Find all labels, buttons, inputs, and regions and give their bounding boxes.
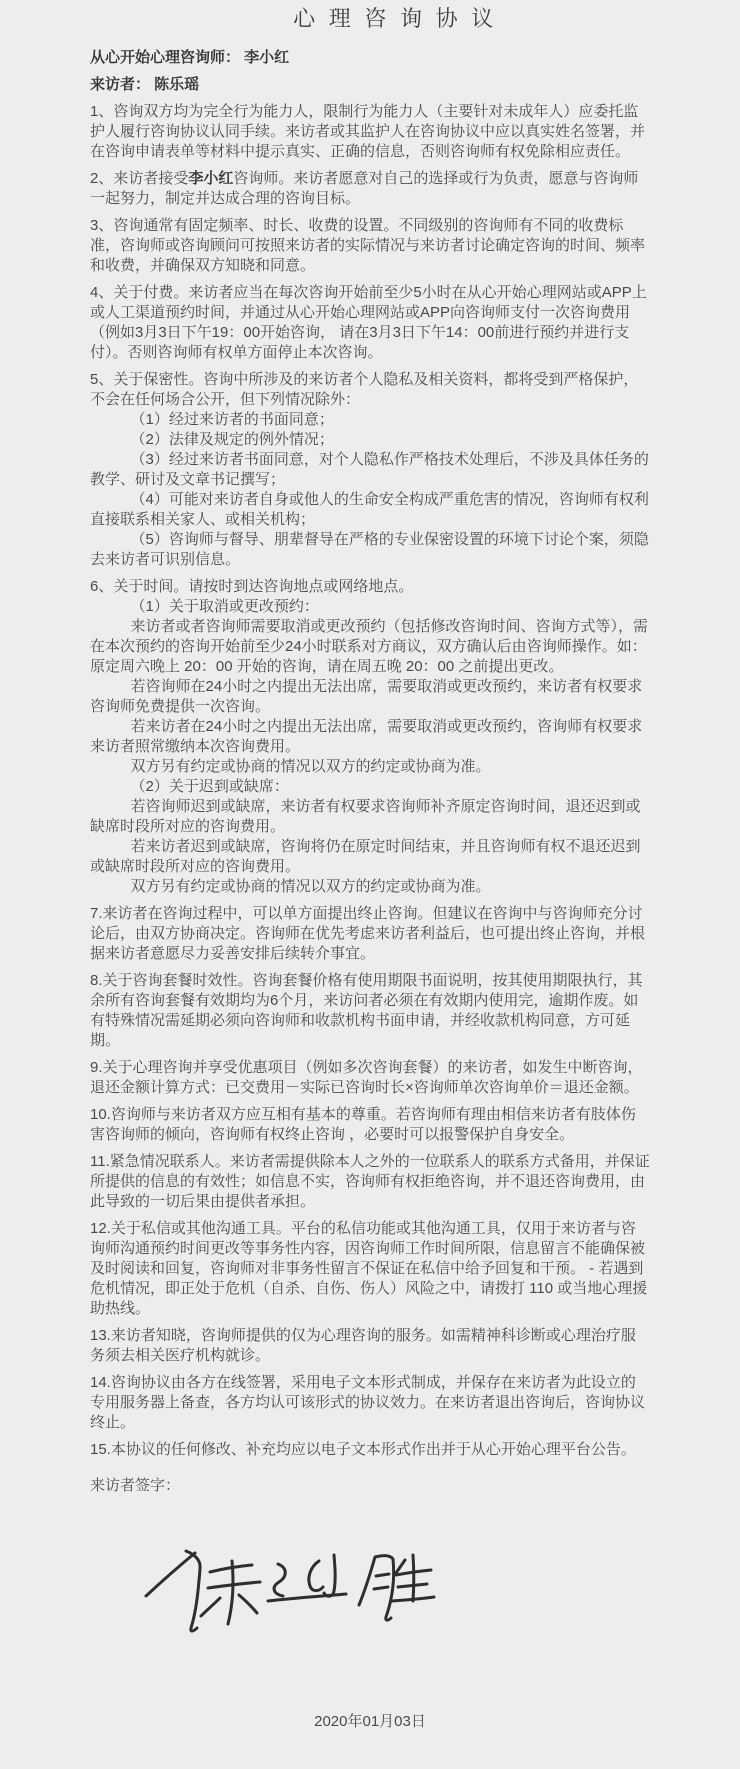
signature-image — [138, 1542, 448, 1650]
signature-date: 2020年01月03日 — [314, 1713, 426, 1730]
agreement-clause: 双方另有约定或协商的情况以双方的约定或协商为准。 — [130, 758, 491, 775]
agreement-clause: 若咨询师迟到或缺席，来访者有权要求咨询师补齐原定咨询时间，退还迟到或缺席时段所对应的咨询费用。 — [90, 798, 641, 835]
agreement-clause: 若来访者迟到或缺席，咨询将仍在原定时间结束，并且咨询师有权不退还迟到或缺席时段所对应的咨询费用。 — [90, 838, 641, 875]
agreement-clause: 7.来访者在咨询过程中，可以单方面提出终止咨询。但建议在咨询中与咨询师充分讨论后，由双方协商决定。咨询师在优先考虑来访者利益后，也可提出终止咨询，并根据来访者意愿尽力妥善安排后续转介事宜。 — [90, 905, 646, 962]
agreement-clause: （5）咨询师与督导、朋辈督导在严格的专业保密设置的环境下讨论个案，须隐去来访者可识别信息。 — [90, 531, 649, 568]
agreement-clause: 5、关于保密性。咨询中所涉及的来访者个人隐私及相关资料，都将受到严格保护，不会在任何场合公开，但下列情况除外： — [90, 371, 639, 408]
agreement-clause: 若咨询师在24小时之内提出无法出席，需要取消或更改预约，来访者有权要求咨询师免费提供一次咨询。 — [90, 678, 643, 715]
agreement-clause: 9.关于心理咨询并享受优惠项目（例如多次咨询套餐）的来访者，如发生中断咨询，退还金额计算方式：已交费用－实际已咨询时长×咨询师单次咨询单价＝退还金额。 — [90, 1059, 643, 1096]
page-title: 心理咨询协议 — [293, 6, 507, 31]
agreement-clause: （4）可能对来访者自身或他人的生命安全构成严重危害的情况，咨询师有权利直接联系相关家人、或相关机构； — [90, 491, 649, 528]
signature-svg — [138, 1542, 448, 1650]
agreement-clause: 11.紧急情况联系人。来访者需提供除本人之外的一位联系人的联系方式备用，并保证所提供的信息的有效性；如信息不实，咨询师有权拒绝咨询，并不退还咨询费用，由此导致的一切后果由提供者承担。 — [90, 1153, 650, 1210]
agreement-clause: （3）经过来访者书面同意，对个人隐私作严格技术处理后，不涉及具体任务的教学、研讨及文章书记撰写； — [90, 451, 649, 488]
agreement-clause: 12.关于私信或其他沟通工具。平台的私信功能或其他沟通工具，仅用于来访者与咨询师沟通预约时间更改等事务性内容，因咨询师工作时间所限，信息留言不能确保被及时阅读和回复，咨询师对非事务性留言不保证在私信中给予回复和干预。 - 若遇到危机情况，即正处于危机（自杀、自伤、伤人）风险之中，请拨打 110 或当地心理援助热线。 — [90, 1220, 648, 1317]
agreement-clause: 6、关于时间。请按时到达咨询地点或网络地点。 — [90, 578, 414, 595]
counselor-line: 从心开始心理咨询师： 李小红 — [90, 49, 290, 66]
agreement-clause: 4、关于付费。来访者应当在每次咨询开始前至少5小时在从心开始心理网站或APP上或人工渠道预约时间，并通过从心开始心理网站或APP向咨询师支付一次咨询费用（例如3月3日下午19：00开始咨询， 请在3月3日下午14：00前进行预约并进行支付）。否则咨询师有权单方面停止本次咨询。 — [90, 284, 647, 361]
agreement-clause: 8.关于咨询套餐时效性。咨询套餐价格有使用期限书面说明，按其使用期限执行，其余所有咨询套餐有效期均为6个月，来访问者必须在有效期内使用完，逾期作废。如有特殊情况需延期必须向咨询师和收款机构书面申请，并经收款机构同意，方可延期。 — [90, 972, 643, 1049]
agreement-clause: （2）法律及规定的例外情况； — [130, 431, 334, 448]
agreement-clause: （1）关于取消或更改预约： — [130, 598, 319, 615]
agreement-clause: （1）经过来访者的书面同意； — [130, 411, 334, 428]
agreement-clause: （2）关于迟到或缺席： — [130, 778, 289, 795]
agreement-clause: 14.咨询协议由各方在线签署，采用电子文本形式制成，并保存在来访者为此设立的专用服务器上备查，各方均认可该形式的协议效力。在来访者退出咨询后，咨询协议终止。 — [90, 1374, 646, 1431]
agreement-clause: 15.本协议的任何修改、补充均应以电子文本形式作出并于从心开始心理平台公告。 — [90, 1441, 636, 1458]
agreement-clause: 双方另有约定或协商的情况以双方的约定或协商为准。 — [130, 878, 491, 895]
agreement-body — [90, 102, 650, 1460]
agreement-clause: 10.咨询师与来访者双方应互相有基本的尊重。若咨询师有理由相信来访者有肢体伤害咨询师的倾向，咨询师有权终止咨询 ，必要时可以报警保护自身安全。 — [90, 1106, 636, 1143]
agreement-clause: 来访者或者咨询师需要取消或更改预约（包括修改咨询时间、咨询方式等），需在本次预约的咨询开始前至少24小时联系对方商议，双方确认后由咨询师操作。如：原定周六晚上 20：00 开始的咨询，请在周五晚 20：00 之前提出更改。 — [90, 618, 649, 675]
agreement-clause: 13.来访者知晓，咨询师提供的仅为心理咨询的服务。如需精神科诊断或心理治疗服务须去相关医疗机构就诊。 — [90, 1327, 636, 1364]
agreement-clause: 若来访者在24小时之内提出无法出席，需要取消或更改预约，咨询师有权要求来访者照常缴纳本次咨询费用。 — [90, 718, 643, 755]
agreement-clause: 2、来访者接受李小红咨询师。来访者愿意对自己的选择或行为负责，愿意与咨询师一起努力，制定并达成合理的咨询目标。 — [90, 170, 639, 207]
agreement-clause: 3、咨询通常有固定频率、时长、收费的设置。不同级别的咨询师有不同的收费标准，咨询师或咨询顾问可按照来访者的实际情况与来访者讨论确定咨询的时间、频率和收费，并确保双方知晓和同意。 — [90, 217, 646, 274]
signature-label: 来访者签字： — [90, 1477, 181, 1494]
visitor-line: 来访者： 陈乐瑶 — [90, 76, 200, 93]
agreement-clause: 1、咨询双方均为完全行为能力人，限制行为能力人（主要针对未成年人）应委托监护人履行咨询协议认同手续。来访者或其监护人在咨询协议中应以真实姓名签署，并在咨询申请表单等材料中提示真实、正确的信息，否则咨询师有权免除相应责任。 — [90, 103, 646, 160]
